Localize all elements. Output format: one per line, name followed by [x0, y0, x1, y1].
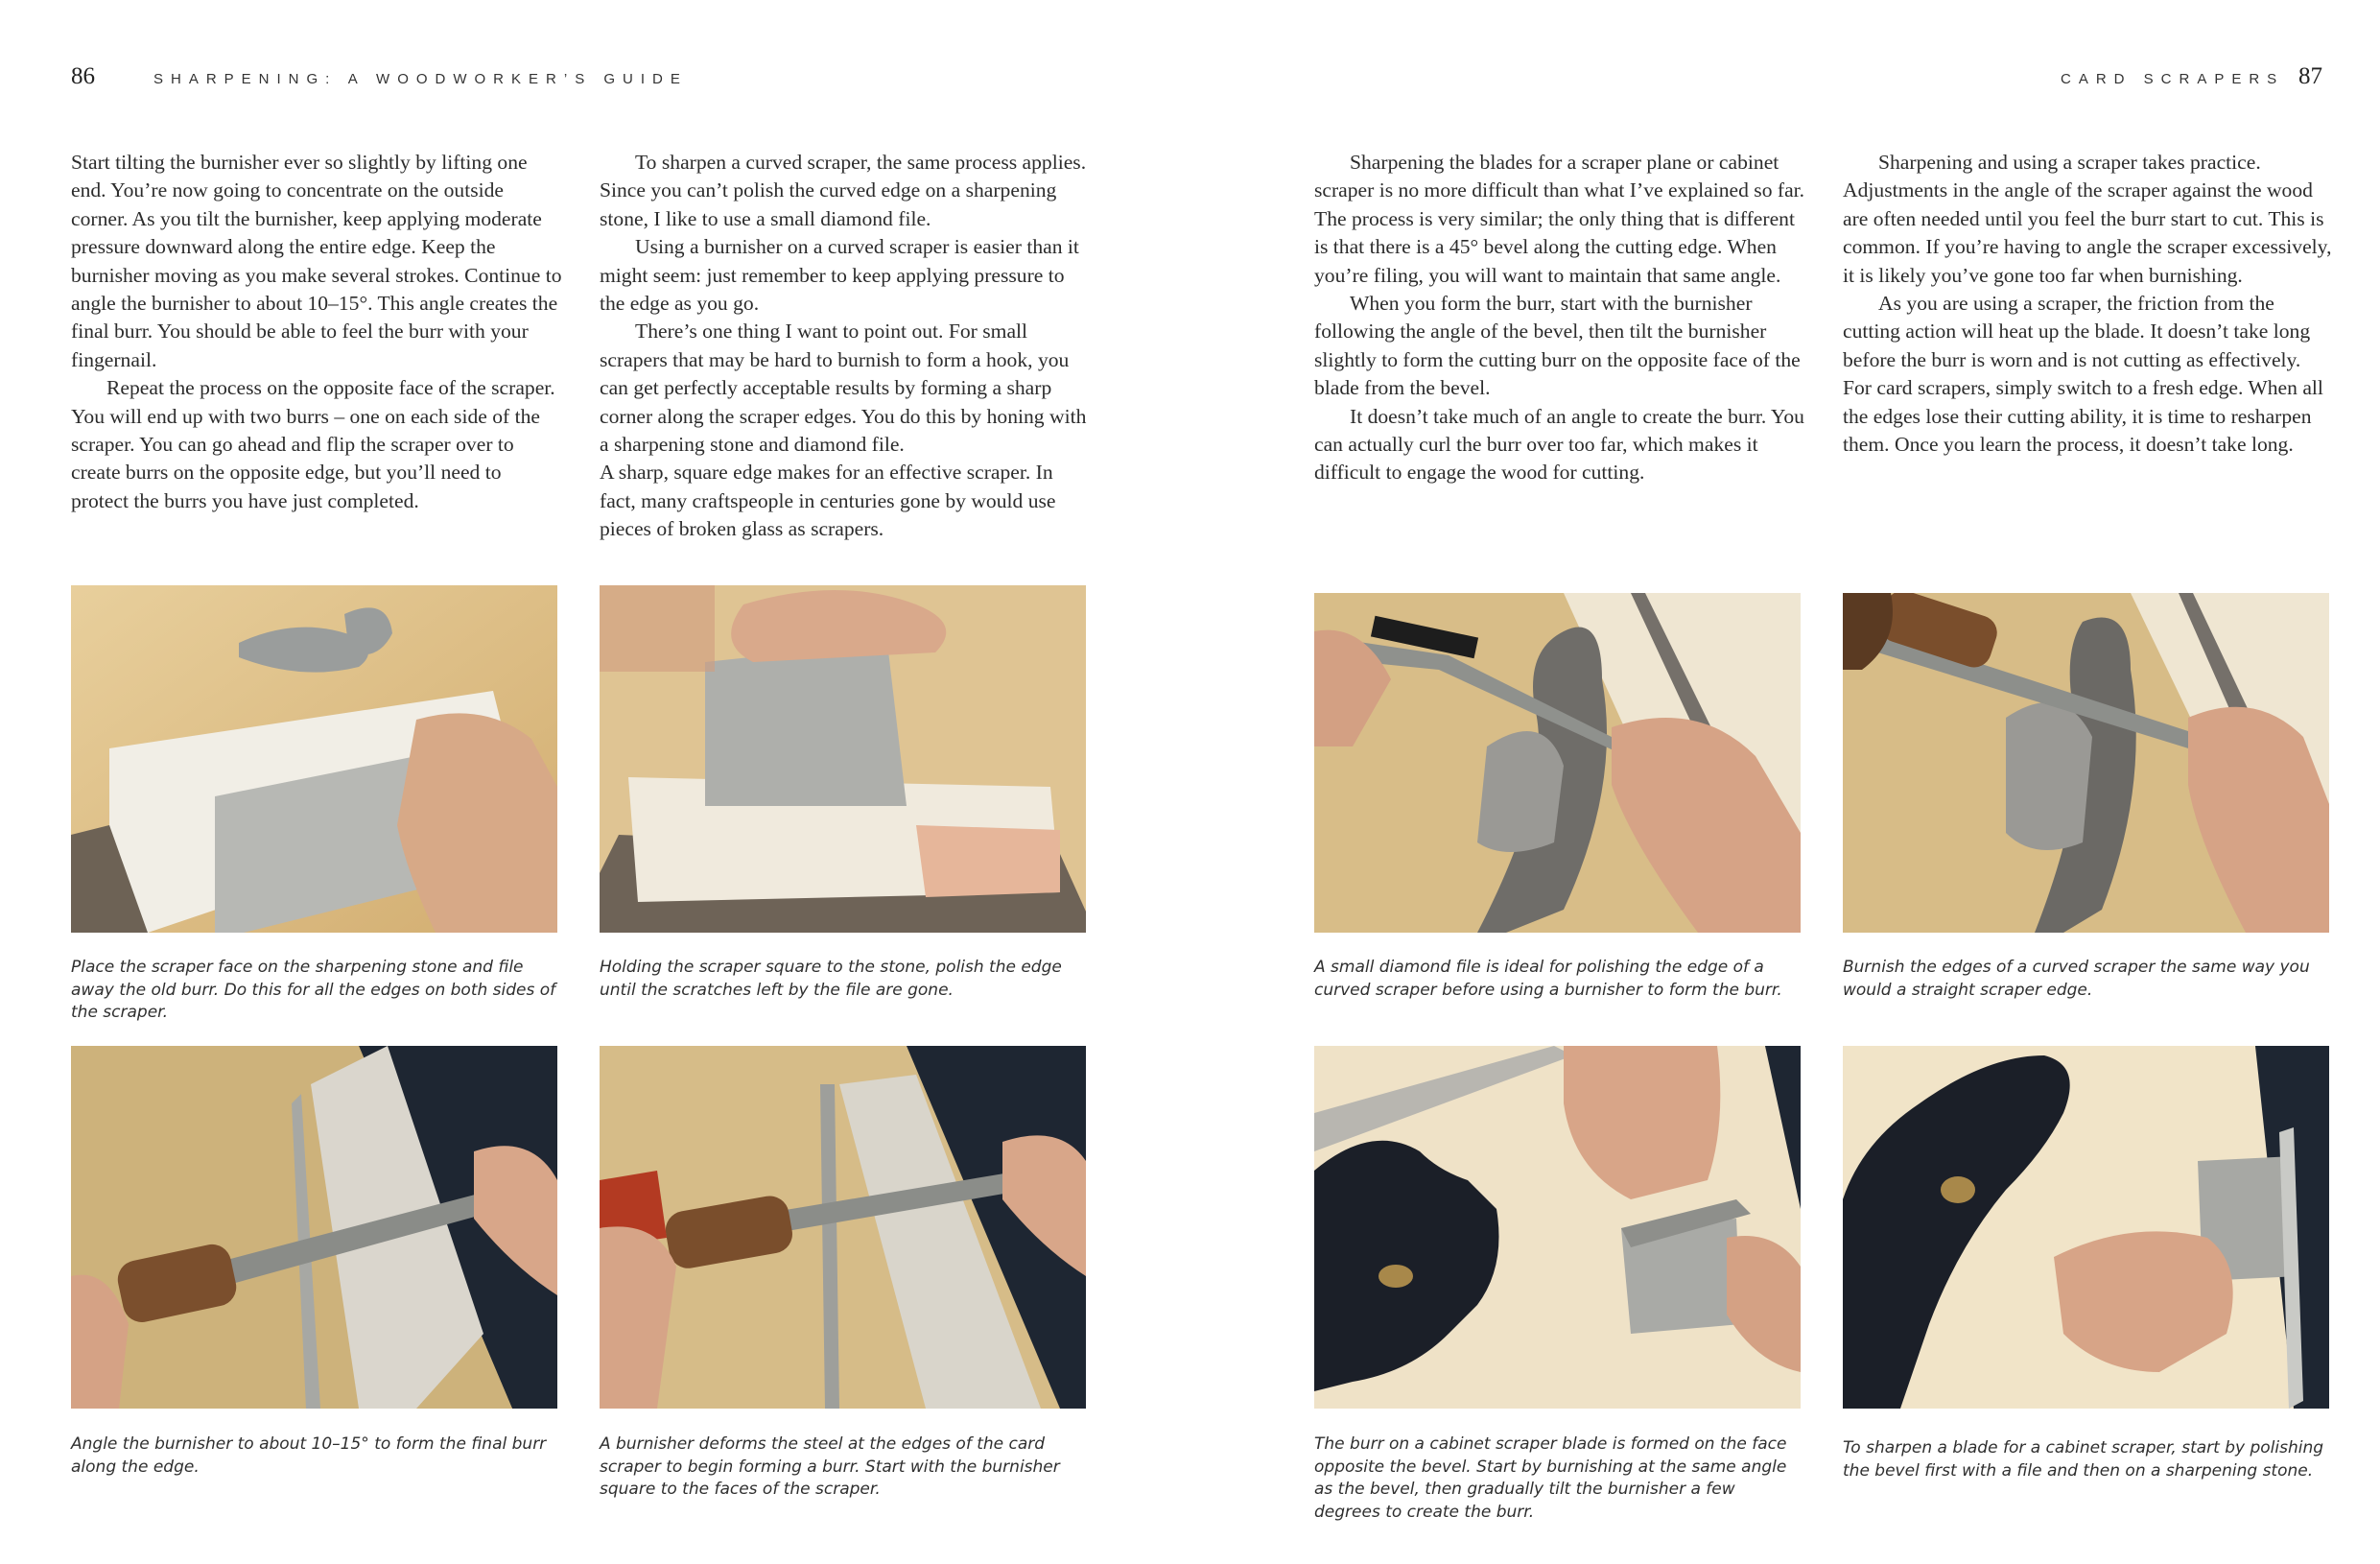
caption: The burr on a cabinet scraper blade is formed on the face opposite the bevel. Start by burnishing at the same angle as the bevel, then gradually tilt the burnisher a few degrees to create the burr. [1314, 1434, 1787, 1522]
paragraph: It doesn’t take much of an angle to create the burr. You can actually curl the burr over too far, which makes it difficult to engage the wood for cutting. [1314, 404, 1804, 485]
left-running-head: SHARPENING: A WOODWORKER’S GUIDE [153, 71, 688, 87]
left-text-column-2 [600, 149, 1091, 544]
paragraph: Sharpening the blades for a scraper plane or cabinet scraper is no more difficult than what I’ve explained so far. The process is very similar; the only thing that is different is that there is a 45° bevel along the cutting edge. When you’re filing, you will want to maintain that same angle. [1314, 151, 1805, 287]
left-page-number: 86 [71, 63, 95, 89]
caption: To sharpen a blade for a cabinet scraper, start by polishing the bevel first with a file and then on a sharpening stone. [1843, 1438, 2324, 1481]
photo-scraper-on-stone [71, 585, 557, 933]
paragraph: To sharpen a curved scraper, the same process applies. Since you can’t polish the curved edge on a sharpening stone, I like to use a small diamond file. [600, 151, 1087, 230]
paragraph: As you are using a scraper, the friction from the cutting action will heat up the blade. It doesn’t take long before the burr is worn and is not cutting as effectively. For card scrapers, simply switch to a fresh edge. When all the edges lose their cutting ability, it is time to resharpen them. Once you learn the process, it doesn’t take long. [1843, 292, 2323, 457]
paragraph: Using a burnisher on a curved scraper is easier than it might seem: just remember to keep applying pressure to the edge as you go. [600, 235, 1079, 316]
right-page-number: 87 [2298, 63, 2322, 89]
caption: Place the scraper face on the sharpening stone and file away the old burr. Do this for all the edges on both sides of the scraper. [71, 958, 556, 1022]
paragraph: Sharpening and using a scraper takes practice. Adjustments in the angle of the scraper against the wood are often needed until you feel the burr start to cut. This is common. If you’re having to angle the scraper excessively, it is likely you’ve gone too far when burnishing. [1843, 151, 2332, 287]
right-running-head: CARD SCRAPERS [2061, 71, 2285, 87]
caption: A burnisher deforms the steel at the edges of the card scraper to begin forming a burr. Start with the burnisher square to the faces of the scraper. [600, 1434, 1060, 1499]
caption: Holding the scraper square to the stone, polish the edge until the scratches left by the file are gone. [600, 958, 1062, 1000]
caption: Angle the burnisher to about 10–15° to form the final burr along the edge. [71, 1434, 547, 1477]
paragraph: Start tilting the burnisher ever so slightly by lifting one end. You’re now going to concentrate on the outside corner. As you tilt the burnisher, keep applying moderate pressure downward along the entire edge. Keep the burnisher moving as you make several strokes. Continue to angle the burnisher to about 10–15°. This angle creates the final burr. You should be able to feel the burr with your fingernail. [71, 151, 562, 371]
left-text-column-1 [71, 149, 562, 515]
paragraph: A sharp, square edge makes for an effective scraper. In fact, many craftspeople in centuries gone by would use pieces of broken glass as scrapers. [600, 461, 1056, 541]
caption: A small diamond file is ideal for polishing the edge of a curved scraper before using a burnisher to form the burr. [1314, 958, 1782, 1000]
photo-burnishing-curved-scraper [1843, 593, 2329, 933]
photo-burnisher-angled [71, 1046, 557, 1409]
photo-burnisher-square [600, 1046, 1086, 1409]
photo-scraper-square-to-stone [600, 585, 1086, 933]
paragraph: Repeat the process on the opposite face of the scraper. You will end up with two burrs – one on each side of the scraper. You can go ahead and flip the scraper over to create burrs on the opposite edge, but you’ll need to protect the burrs you have just completed. [71, 376, 555, 512]
paragraph: When you form the burr, start with the burnisher following the angle of the bevel, then tilt the burnisher slightly to form the cutting burr on the opposite face of the blade from the bevel. [1314, 292, 1801, 400]
paragraph: There’s one thing I want to point out. For small scrapers that may be hard to burnish to form a hook, you can get perfectly acceptable results by forming a sharp corner along the scraper edges. You do this by honing with a sharpening stone and diamond file. [600, 320, 1087, 457]
right-text-column-1 [1314, 149, 1805, 487]
photo-cabinet-scraper-burr [1314, 1046, 1801, 1409]
photo-cabinet-scraper-blade [1843, 1046, 2329, 1409]
photo-diamond-file-curved-scraper [1314, 593, 1801, 933]
caption: Burnish the edges of a curved scraper the same way you would a straight scraper edge. [1843, 958, 2310, 1000]
right-text-column-2 [1843, 149, 2334, 459]
